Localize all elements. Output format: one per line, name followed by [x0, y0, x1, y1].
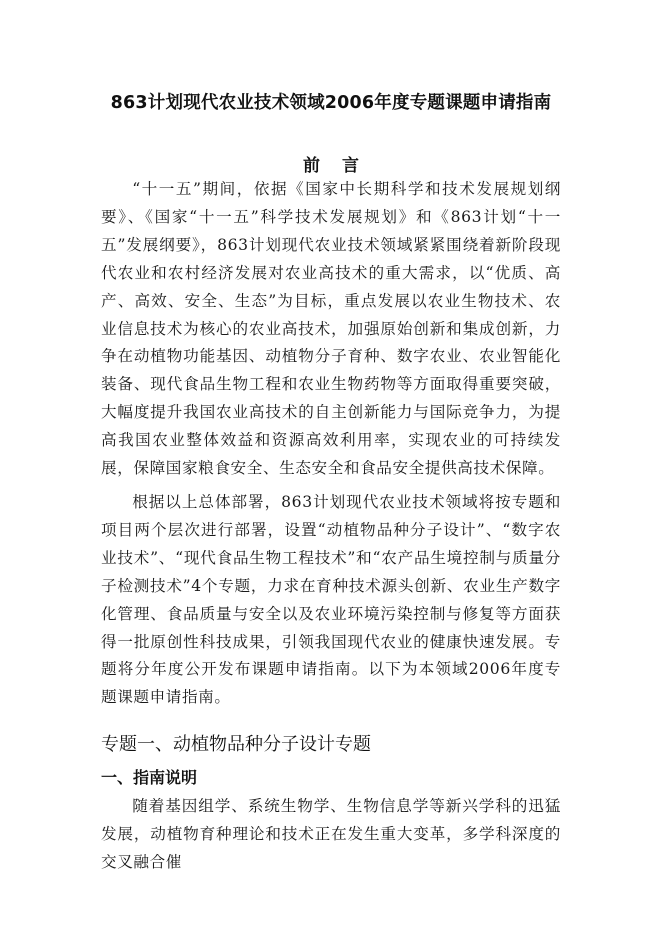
section-subheading: 一、指南说明 — [101, 768, 198, 787]
topic-heading: 专题一、动植物品种分子设计专题 — [101, 734, 371, 755]
section-paragraph: 随着基因组学、系统生物学、生物信息学等新兴学科的迅猛发展，动植物育种理论和技术正在发生重大变革，多学科深度的交叉融合催 — [101, 797, 561, 871]
preface-heading: 前言 — [303, 156, 381, 176]
preface-paragraph-1: “十一五”期间，依据《国家中长期科学和技术发展规划纲要》、《国家“十一五”科学技术发展规划》和《863计划“十一五”发展纲要》，863计划现代农业技术领域紧紧围绕着新阶段现代农业和农村经济发展对农业高技术的重大需求，以“优质、高产、高效、安全、生态”为目标，重点发展以农业生物技术、农业信息技术为核心的农业高技术，加强原始创新和集成创新，力争在动植物功能基因、动植物分子育种、数字农业、农业智能化装备、现代食品生物工程和农业生物药物等方面取得重要突破，大幅度提升我国农业高技术的自主创新能力与国际竞争力，为提高我国农业整体效益和资源高效利用率，实现农业的可持续发展，保障国家粮食安全、生态安全和食品安全提供高技术保障。 — [101, 180, 561, 478]
document-title: 863计划现代农业技术领域2006年度专题课题申请指南 — [110, 93, 552, 113]
preface-paragraph-2: 根据以上总体部署，863计划现代农业技术领域将按专题和项目两个层次进行部署，设置“动植物品种分子设计”、“数字农业技术”、“现代食品生物工程技术”和“农产品生境控制与质量分子检测技术”4个专题，力求在育种技术源头创新、农业生产数字化管理、食品质量与安全以及农业环境污染控制与修复等方面获得一批原创性科技成果，引领我国现代农业的健康快速发展。专题将分年度公开发布课题申请指南。以下为本领域2006年度专题课题申请指南。 — [101, 493, 561, 707]
